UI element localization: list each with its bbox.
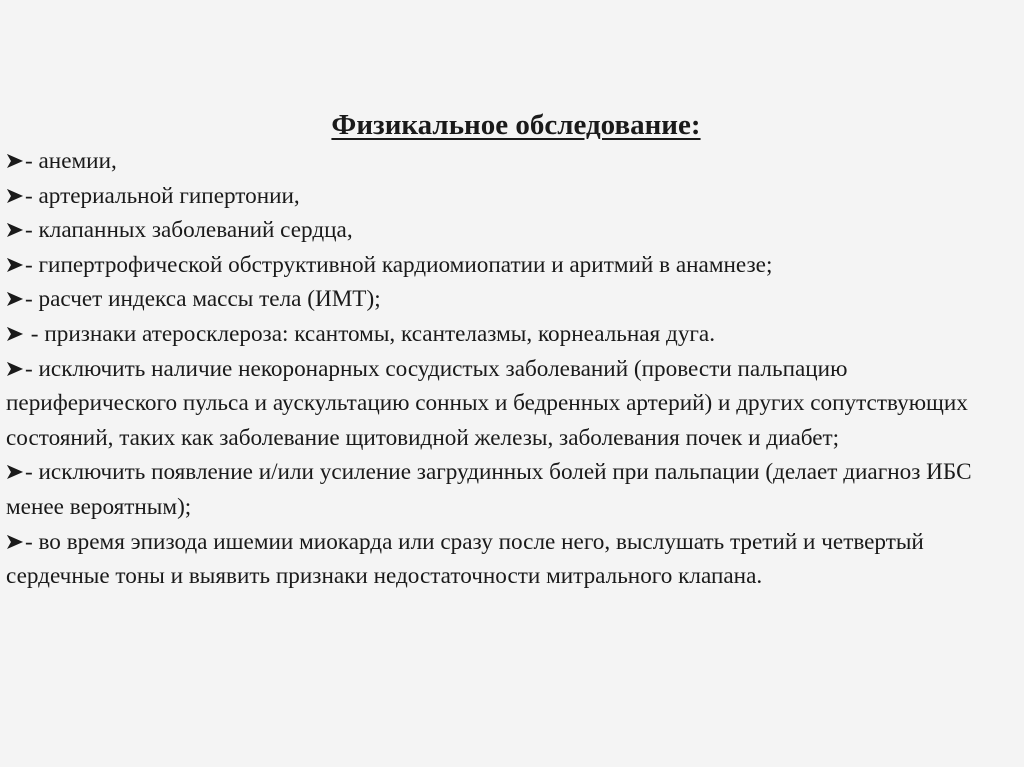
list-item bbox=[6, 455, 1018, 524]
list-item bbox=[6, 213, 1018, 248]
list-item-text: - анемии, bbox=[25, 148, 117, 174]
list-item bbox=[6, 179, 1018, 214]
arrowhead-bullet-icon bbox=[6, 361, 24, 377]
list-item bbox=[6, 144, 1018, 179]
arrowhead-bullet-icon bbox=[6, 153, 24, 169]
list-item-text: - гипертрофической обструктивной кардиомиопатии и аритмий в анамнезе; bbox=[25, 251, 773, 278]
list-item-text: - расчет индекса массы тела (ИМТ); bbox=[25, 286, 381, 313]
list-item-text: - во время эпизода ишемии миокарда или сразу после него, выслушать третий и четвертый сердечные тоны и выявить признаки недостаточности митрального клапана. bbox=[6, 528, 924, 590]
arrowhead-bullet-icon bbox=[6, 534, 24, 550]
slide-content bbox=[6, 106, 1018, 594]
list-item-text: - клапанных заболеваний сердца, bbox=[25, 217, 353, 244]
arrowhead-bullet-icon bbox=[6, 326, 24, 342]
arrowhead-bullet-icon bbox=[6, 222, 24, 238]
arrowhead-bullet-icon bbox=[6, 464, 24, 480]
list-item-text: - артериальной гипертонии, bbox=[25, 182, 300, 209]
list-item-text: - исключить наличие некоронарных сосудистых заболеваний (провести пальпацию периферического пульса и аускультацию сонных и бедренных артерий) и других сопутствующих состояний, таких как заболевание щитовидной железы, заболевания почек и диабет; bbox=[6, 355, 968, 451]
arrowhead-bullet-icon bbox=[6, 257, 24, 273]
list-item bbox=[6, 248, 1018, 283]
list-item-text: - признаки атеросклероза: ксантомы, ксантелазмы, корнеальная дуга. bbox=[25, 320, 716, 347]
list-item bbox=[6, 525, 1018, 594]
list-item bbox=[6, 282, 1018, 317]
bullet-list bbox=[6, 144, 1018, 594]
arrowhead-bullet-icon bbox=[6, 188, 24, 204]
list-item bbox=[6, 317, 1018, 352]
list-item-text: - исключить появление и/или усиление загрудинных болей при пальпации (делает диагноз ИБС менее вероятным); bbox=[6, 459, 972, 520]
list-item bbox=[6, 352, 1018, 456]
arrowhead-bullet-icon bbox=[6, 291, 24, 307]
slide-title: Физикальное обследование: bbox=[331, 109, 701, 141]
